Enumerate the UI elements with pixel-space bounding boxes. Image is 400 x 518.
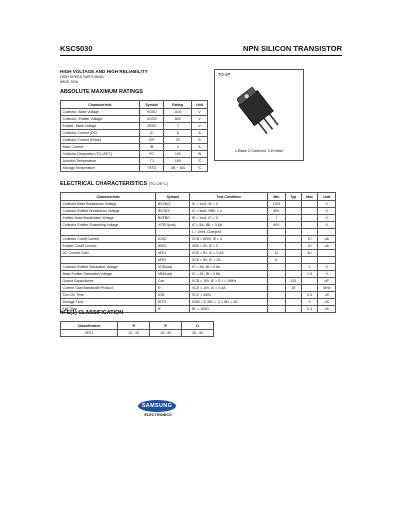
table-cell	[301, 222, 318, 229]
table-cell: 1100	[164, 109, 192, 116]
table-cell: 1.5	[301, 271, 318, 278]
table-cell	[285, 208, 301, 215]
table-row	[61, 285, 336, 292]
table-cell: VCEO	[139, 116, 163, 123]
table-cell: pF	[318, 278, 336, 285]
table-cell: V	[318, 271, 336, 278]
table-cell: 15	[285, 285, 301, 292]
column-header: Symbol	[139, 101, 163, 109]
table-cell	[285, 229, 301, 236]
table-cell: IC = 1mA, IE = 0	[190, 201, 268, 208]
table-row	[61, 278, 336, 285]
hfe-class-table	[60, 321, 214, 337]
table-cell: W	[192, 151, 208, 158]
table-cell	[285, 257, 301, 264]
table-cell: A	[192, 130, 208, 137]
abs-max-table	[60, 100, 208, 172]
table-cell	[285, 243, 301, 250]
table-cell: Emitter- Base Voltage	[61, 123, 140, 130]
table-cell: A	[192, 137, 208, 144]
column-header: Unit	[192, 101, 208, 109]
table-header-row	[61, 193, 336, 201]
table-row	[61, 123, 208, 130]
table-cell: hFE1	[156, 250, 190, 257]
table-cell: Fall Time	[61, 306, 156, 313]
table-cell: Collector Emitter Saturation Voltage	[61, 264, 156, 271]
table-cell: hFE2	[156, 257, 190, 264]
table-cell: BVEBO	[156, 215, 190, 222]
table-cell	[267, 236, 285, 243]
table-cell: V	[192, 116, 208, 123]
table-cell: uS	[318, 292, 336, 299]
table-cell: V	[318, 208, 336, 215]
table-row	[61, 116, 208, 123]
column-header: Symbol	[156, 193, 190, 201]
table-cell: tF	[156, 306, 190, 313]
table-cell: Current Gain Bandwidth Product	[61, 285, 156, 292]
table-cell: 7	[164, 123, 192, 130]
header-rule	[60, 55, 342, 56]
table-cell: 150	[164, 158, 192, 165]
table-row	[61, 264, 336, 271]
pin-legend: 1.Base 2.Collector 3.Emitter	[234, 148, 284, 153]
table-cell: Storage Time	[61, 299, 156, 306]
column-header: Rating	[164, 101, 192, 109]
table-cell: °C	[192, 158, 208, 165]
table-cell	[285, 222, 301, 229]
table-cell: Collector Dissipation (TC=25°C)	[61, 151, 140, 158]
table-cell: Base Emitter Saturation Voltage	[61, 271, 156, 278]
table-cell	[61, 229, 156, 236]
table-cell: IC = 3A, IB = 0.6A	[190, 271, 268, 278]
table-row	[61, 257, 336, 264]
table-cell	[285, 215, 301, 222]
table-cell: Cob	[156, 278, 190, 285]
table-cell: TSTG	[139, 165, 163, 172]
table-cell: IEBO	[156, 243, 190, 250]
table-cell	[318, 257, 336, 264]
table-row	[61, 151, 208, 158]
table-cell: 10	[301, 243, 318, 250]
table-cell: L = 2mH, Clamped	[190, 229, 268, 236]
table-cell: tON	[156, 292, 190, 299]
table-cell	[301, 285, 318, 292]
table-cell: MHz	[318, 285, 336, 292]
table-cell	[267, 299, 285, 306]
table-cell: VEB = 5V, IC = 0	[190, 243, 268, 250]
table-cell	[285, 264, 301, 271]
package-label: TO-3P	[218, 72, 231, 77]
table-cell: DC Current Gain	[61, 250, 156, 257]
table-cell	[285, 250, 301, 257]
table-cell: TJ	[139, 158, 163, 165]
table-cell: BVCES	[156, 208, 190, 215]
table-cell: 2	[301, 264, 318, 271]
table-cell: IC = 3A, IB = 0.6A	[190, 264, 268, 271]
samsung-logo-mark: SAMSUNG	[138, 400, 176, 412]
table-cell: VEBO	[139, 123, 163, 130]
table-cell: 120	[285, 278, 301, 285]
elec-heading	[60, 181, 168, 187]
table-cell: 800	[267, 208, 285, 215]
table-cell: PC	[139, 151, 163, 158]
to3p-package-icon	[237, 84, 281, 140]
table-cell: °C	[192, 165, 208, 172]
feature-line: HIGH SPEED SWITCHING	[60, 75, 104, 79]
part-number: KSC5030	[60, 44, 93, 53]
table-cell: IC = 5mA, RBE = ∞	[190, 208, 268, 215]
table-header-row	[61, 101, 208, 109]
table-row	[61, 222, 336, 229]
table-cell	[285, 271, 301, 278]
column-header: Characteristic	[61, 101, 140, 109]
table-cell	[267, 278, 285, 285]
table-cell: 100	[164, 151, 192, 158]
table-cell: Storage Temperature	[61, 165, 140, 172]
table-cell	[301, 201, 318, 208]
table-cell: VBE(sat)	[156, 271, 190, 278]
table-cell: Collector Current (Pulse)	[61, 137, 140, 144]
table-cell: 8	[164, 130, 192, 137]
table-cell	[267, 292, 285, 299]
table-cell	[267, 229, 285, 236]
hfe-class-heading: hFE(1) CLASSIFICATION	[60, 310, 124, 316]
table-row	[61, 201, 336, 208]
table-cell	[267, 306, 285, 313]
table-cell: ICBO	[156, 236, 190, 243]
table-cell: Junction Temperature	[61, 158, 140, 165]
table-cell: V	[318, 264, 336, 271]
table-row	[61, 165, 208, 172]
table-cell: 0.5	[301, 292, 318, 299]
table-row	[61, 250, 336, 257]
table-row	[61, 271, 336, 278]
table-cell: V	[318, 222, 336, 229]
table-cell: tSTG	[156, 299, 190, 306]
table-cell	[285, 299, 301, 306]
table-cell	[267, 271, 285, 278]
table-row	[61, 144, 208, 151]
table-cell: Base Current	[61, 144, 140, 151]
feature-line: WIDE SOA	[60, 80, 78, 84]
table-cell	[61, 257, 156, 264]
table-cell	[285, 201, 301, 208]
table-cell	[301, 257, 318, 264]
elec-table	[60, 192, 336, 313]
table-cell: Collector Cutoff Current	[61, 236, 156, 243]
column-header: R	[150, 322, 182, 330]
table-cell: 8	[267, 257, 285, 264]
table-cell: 20 - 40	[182, 330, 214, 337]
table-cell: 3	[301, 299, 318, 306]
table-cell: 7	[267, 215, 285, 222]
table-cell	[318, 229, 336, 236]
table-cell: VCBO	[139, 109, 163, 116]
elec-heading-text: ELECTRICAL CHARACTERISTICS	[60, 181, 148, 187]
table-cell: 0.3	[301, 306, 318, 313]
abs-max-heading: ABSOLUTE MAXIMUM RATINGS	[60, 89, 143, 95]
table-cell: Collector- Emitter Voltage	[61, 116, 140, 123]
table-row	[61, 330, 214, 337]
column-header: R	[118, 322, 150, 330]
device-type: NPN SILICON TRANSISTOR	[242, 44, 342, 53]
table-cell	[301, 215, 318, 222]
table-cell: A	[192, 144, 208, 151]
column-header: Classification	[61, 322, 118, 330]
table-row	[61, 158, 208, 165]
table-row	[61, 236, 336, 243]
table-cell	[285, 292, 301, 299]
table-row	[61, 229, 336, 236]
table-cell: V	[192, 109, 208, 116]
table-cell	[318, 250, 336, 257]
table-cell: V	[318, 201, 336, 208]
table-cell: uA	[318, 236, 336, 243]
feature-title: HIGH VOLTAGE AND HIGH RELIABILITY	[60, 69, 148, 74]
table-cell	[285, 306, 301, 313]
table-cell: fT	[156, 285, 190, 292]
table-cell	[301, 208, 318, 215]
table-cell: IC	[139, 130, 163, 137]
table-cell: ICP	[139, 137, 163, 144]
table-cell	[267, 285, 285, 292]
column-header: Typ	[285, 193, 301, 201]
table-cell: VCEO(sus)	[156, 222, 190, 229]
table-cell: IC/IB = 5, IB1 = -2 × IB2 = 4A	[190, 299, 268, 306]
samsung-logo-sub: ELECTRONICS	[144, 413, 172, 417]
table-cell	[301, 229, 318, 236]
table-cell: -55 ~ 150	[164, 165, 192, 172]
package-box	[214, 69, 304, 161]
column-header: O	[182, 322, 214, 330]
table-cell	[156, 229, 190, 236]
table-cell: BVCBO	[156, 201, 190, 208]
table-cell: 10	[301, 236, 318, 243]
table-cell	[267, 264, 285, 271]
table-row	[61, 208, 336, 215]
table-cell: 20	[164, 137, 192, 144]
table-cell: Collector Current (DC)	[61, 130, 140, 137]
table-cell: VCE = 5V, IC = 0.4A	[190, 250, 268, 257]
table-cell: IC = 5A, IB1 = 0.5A	[190, 222, 268, 229]
table-cell: VCC = 400V	[190, 292, 268, 299]
table-cell: 3	[164, 144, 192, 151]
table-row	[61, 109, 208, 116]
table-cell: 800	[164, 116, 192, 123]
table-row	[61, 299, 336, 306]
table-cell: V	[192, 123, 208, 130]
elec-heading-cond: (TC=25°C)	[148, 181, 168, 186]
table-cell: Turn On Time	[61, 292, 156, 299]
table-row	[61, 243, 336, 250]
table-cell: Output Capacitance	[61, 278, 156, 285]
column-header: Max	[301, 193, 318, 201]
table-header-row	[61, 322, 214, 330]
table-cell	[267, 243, 285, 250]
table-cell: Emitter Cutoff Current	[61, 243, 156, 250]
column-header: Unit	[318, 193, 336, 201]
table-cell: uA	[318, 243, 336, 250]
table-cell: V	[318, 215, 336, 222]
table-cell: Collector- Base Voltage	[61, 109, 140, 116]
table-cell: 40	[301, 250, 318, 257]
samsung-logo	[138, 400, 178, 417]
table-cell: Emitter Base Breakdown Voltage	[61, 215, 156, 222]
column-header: Min	[267, 193, 285, 201]
table-cell: 800	[267, 222, 285, 229]
table-cell: Collector Emitter Sustaining Voltage	[61, 222, 156, 229]
table-cell: VCE = 10V, IC = 0.4A	[190, 285, 268, 292]
table-cell: Collector Base Breakdown Voltage	[61, 201, 156, 208]
table-cell: uS	[318, 299, 336, 306]
table-cell: IB	[139, 144, 163, 151]
table-cell: VCB = 10V, IE = 0, f = 1MHz	[190, 278, 268, 285]
table-cell: 10	[267, 250, 285, 257]
table-cell: Collector Emitter Breakdown Voltage	[61, 208, 156, 215]
table-cell: RL = 100Ω	[190, 306, 268, 313]
table-cell: 15 - 30	[150, 330, 182, 337]
table-cell	[285, 236, 301, 243]
table-row	[61, 292, 336, 299]
table-cell: IE = 1mA, IC = 0	[190, 215, 268, 222]
column-header: Test Condition	[190, 193, 268, 201]
table-row	[61, 137, 208, 144]
table-row	[61, 215, 336, 222]
table-cell: VCB = 800V, IE = 0	[190, 236, 268, 243]
table-cell: VCE(sat)	[156, 264, 190, 271]
column-header: Characteristic	[61, 193, 156, 201]
table-cell: 10 - 20	[118, 330, 150, 337]
table-cell: VCE = 5V, IC = 2A	[190, 257, 268, 264]
table-cell	[301, 278, 318, 285]
table-row	[61, 130, 208, 137]
table-cell: hFE1	[61, 330, 118, 337]
table-cell: 1100	[267, 201, 285, 208]
table-cell: uS	[318, 306, 336, 313]
